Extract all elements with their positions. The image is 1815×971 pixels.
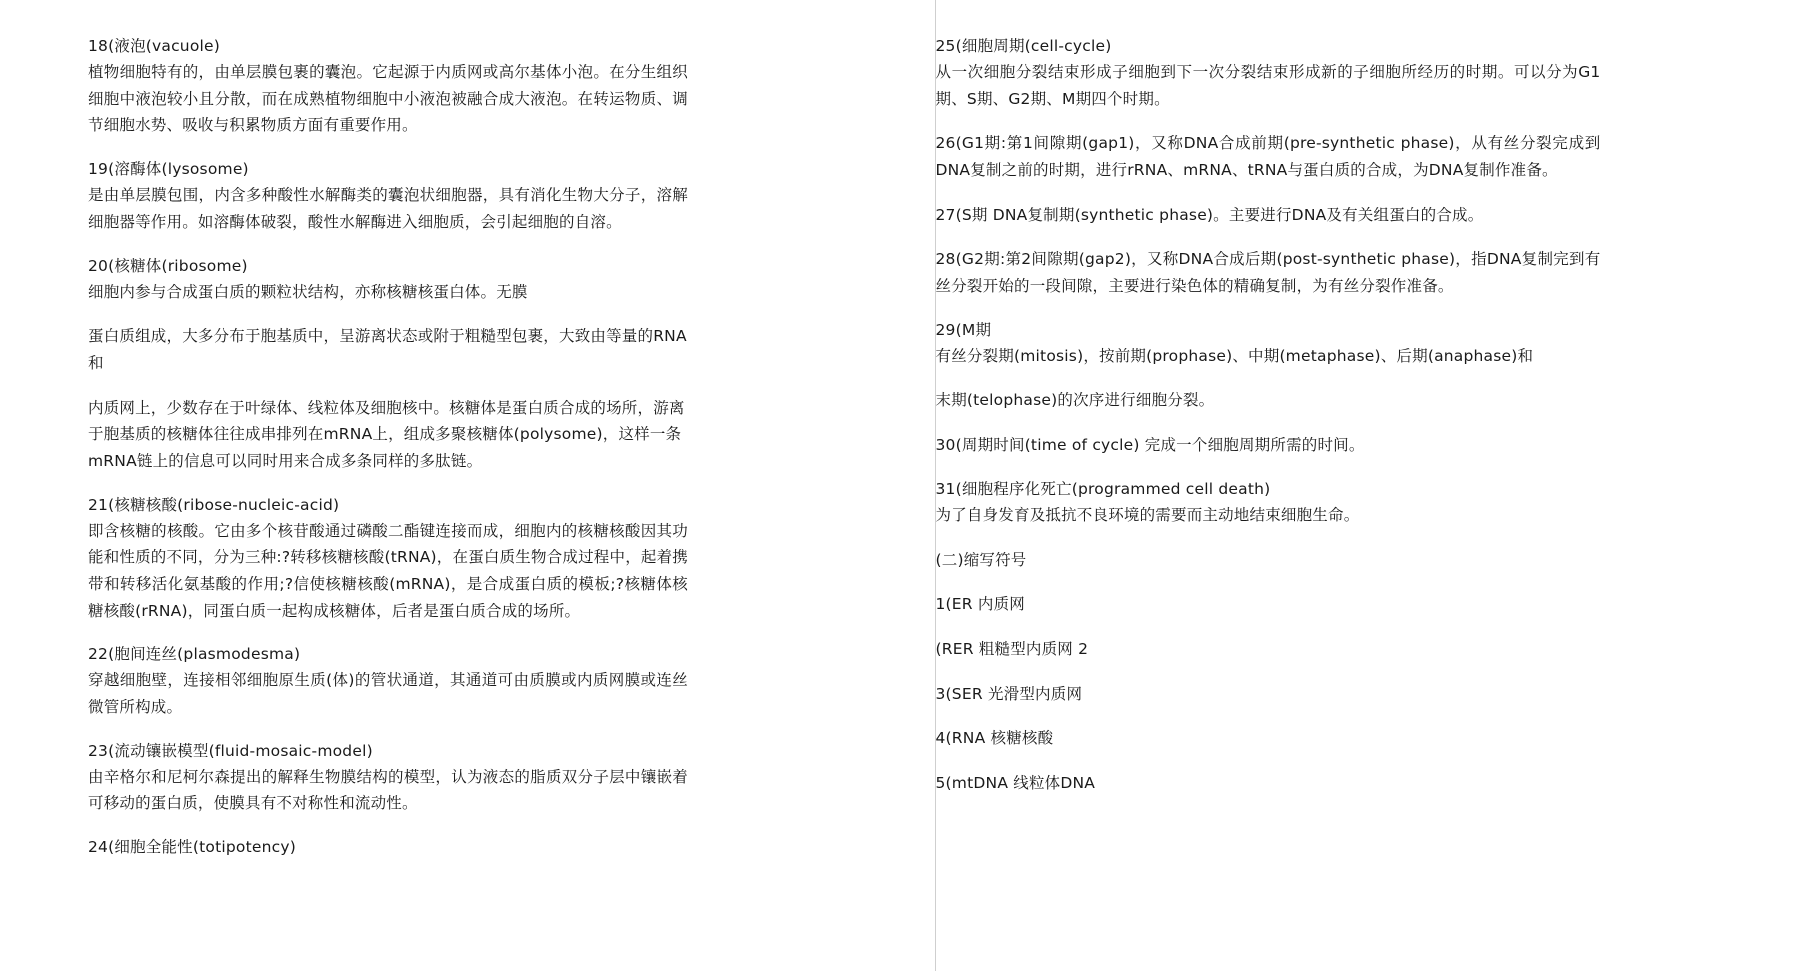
- entry-31-title: 31(细胞程序化死亡(programmed cell death): [935, 479, 1271, 498]
- entry-19-body: 是由单层膜包围，内含多种酸性水解酶类的囊泡状细胞器，具有消化生物大分子，溶解细胞器等作用。如溶酶体破裂，酸性水解酶进入细胞质，会引起细胞的自溶。: [88, 186, 688, 231]
- entry-24: [88, 835, 935, 860]
- abbreviation-item-rna: 4(RNA 核糖核酸: [935, 729, 1054, 748]
- right-column: [936, 0, 1815, 971]
- entry-20-body: 细胞内参与合成蛋白质的颗粒状结构，亦称核糖核蛋白体。无膜: [88, 282, 528, 301]
- entry-18: [88, 34, 935, 139]
- entry-23: [88, 739, 935, 817]
- entry-27: [936, 202, 1776, 229]
- entry-22: [88, 642, 935, 720]
- entry-22-title: 22(胞间连丝(plasmodesma): [88, 645, 301, 664]
- entry-21: [88, 493, 935, 625]
- paragraph-endoplasmic-reticulum: 内质网上，少数存在于叶绿体、线粒体及细胞核中。核糖体是蛋白质合成的场所，游离于胞基质的核糖体往往成串排列在mRNA上，组成多聚核糖体(polysome)，这样一条mRNA链上的信息可以同时用来合成多条同样的多肽链。: [88, 398, 685, 470]
- entry-29-body: 有丝分裂期(mitosis)，按前期(prophase)、中期(metaphase)、后期(anaphase)和: [935, 346, 1534, 365]
- paragraph-protein-composition: 蛋白质组成，大多分布于胞基质中，呈游离状态或附于粗糙型包裹，大致由等量的RNA和: [88, 327, 687, 372]
- column-divider: [935, 0, 936, 971]
- entry-25-title: 25(细胞周期(cell-cycle): [935, 37, 1112, 55]
- entry-26-body: 26(G1期:第1间隙期(gap1)，又称DNA合成前期(pre-synthetic phase)，从有丝分裂完成到DNA复制之前的时期，进行rRNA、mRNA、tRNA与蛋白质的合成，为DNA复制作准备。: [935, 134, 1601, 180]
- entry-31: [936, 477, 1776, 529]
- entry-18-body: 植物细胞特有的，由单层膜包裹的囊泡。它起源于内质网或高尔基体小泡。在分生组织细胞中液泡较小且分散，而在成熟植物细胞中小液泡被融合成大液泡。在转运物质、调节细胞水势、吸收与积累物质方面有重要作用。: [88, 63, 688, 135]
- entry-28-body: 28(G2期:第2间隙期(gap2)，又称DNA合成后期(post-synthetic phase)，指DNA复制完到有丝分裂开始的一段间隙，主要进行染色体的精确复制，为有丝分裂作准备。: [935, 250, 1601, 296]
- entry-28: [936, 246, 1776, 299]
- entry-24-title: 24(细胞全能性(totipotency): [88, 838, 296, 857]
- entry-29: [936, 318, 1776, 370]
- entry-21-body: 即含核糖的核酸。它由多个核苷酸通过磷酸二酯键连接而成，细胞内的核糖核酸因其功能和性质的不同，分为三种:?转移核糖核酸(tRNA)，在蛋白质生物合成过程中，起着携带和转移活化氨基酸的作用;?信使核糖核酸(mRNA)，是合成蛋白质的模板;?核糖体核糖核酸(rRNA)，同蛋白质一起构成核糖体，后者是蛋白质合成的场所。: [88, 521, 688, 620]
- entry-21-title: 21(核糖核酸(ribose-nucleic-acid): [88, 495, 340, 514]
- abbreviation-item-er: 1(ER 内质网: [935, 595, 1025, 614]
- entry-29-title: 29(M期: [935, 320, 992, 339]
- entry-23-title: 23(流动镶嵌模型(fluid-mosaic-model): [88, 741, 373, 760]
- entry-25-body: 从一次细胞分裂结束形成子细胞到下一次分裂结束形成新的子细胞所经历的时期。可以分为G1期、S期、G2期、M期四个时期。: [935, 63, 1601, 108]
- entry-19: [88, 157, 935, 235]
- entry-23-body: 由辛格尔和尼柯尔森提出的解释生物膜结构的模型，认为液态的脂质双分子层中镶嵌着可移动的蛋白质，使膜具有不对称性和流动性。: [88, 767, 688, 813]
- section-heading-abbreviations: (二)缩写符号: [935, 550, 1027, 569]
- entry-20-title: 20(核糖体(ribosome): [88, 256, 248, 275]
- entry-18-title: 18(液泡(vacuole): [88, 37, 221, 55]
- entry-26: [936, 130, 1776, 183]
- paragraph-telophase: 末期(telophase)的次序进行细胞分裂。: [935, 391, 1215, 410]
- abbreviation-item-rer: (RER 粗糙型内质网 2: [935, 639, 1089, 658]
- entry-20: [88, 254, 935, 306]
- entry-31-body: 为了自身发育及抵抗不良环境的需要而主动地结束细胞生命。: [935, 505, 1360, 524]
- abbreviation-item-mtdna: 5(mtDNA 线粒体DNA: [935, 773, 1096, 792]
- entry-30-body: 30(周期时间(time of cycle) 完成一个细胞周期所需的时间。: [935, 436, 1365, 455]
- entry-25: [936, 34, 1776, 112]
- entry-19-title: 19(溶酶体(lysosome): [88, 160, 249, 179]
- abbreviation-item-ser: 3(SER 光滑型内质网: [935, 684, 1083, 703]
- entry-27-body: 27(S期 DNA复制期(synthetic phase)。主要进行DNA及有关组蛋白的合成。: [935, 205, 1484, 224]
- entry-22-body: 穿越细胞壁，连接相邻细胞原生质(体)的管状通道，其通道可由质膜或内质网膜或连丝微管所构成。: [88, 671, 688, 717]
